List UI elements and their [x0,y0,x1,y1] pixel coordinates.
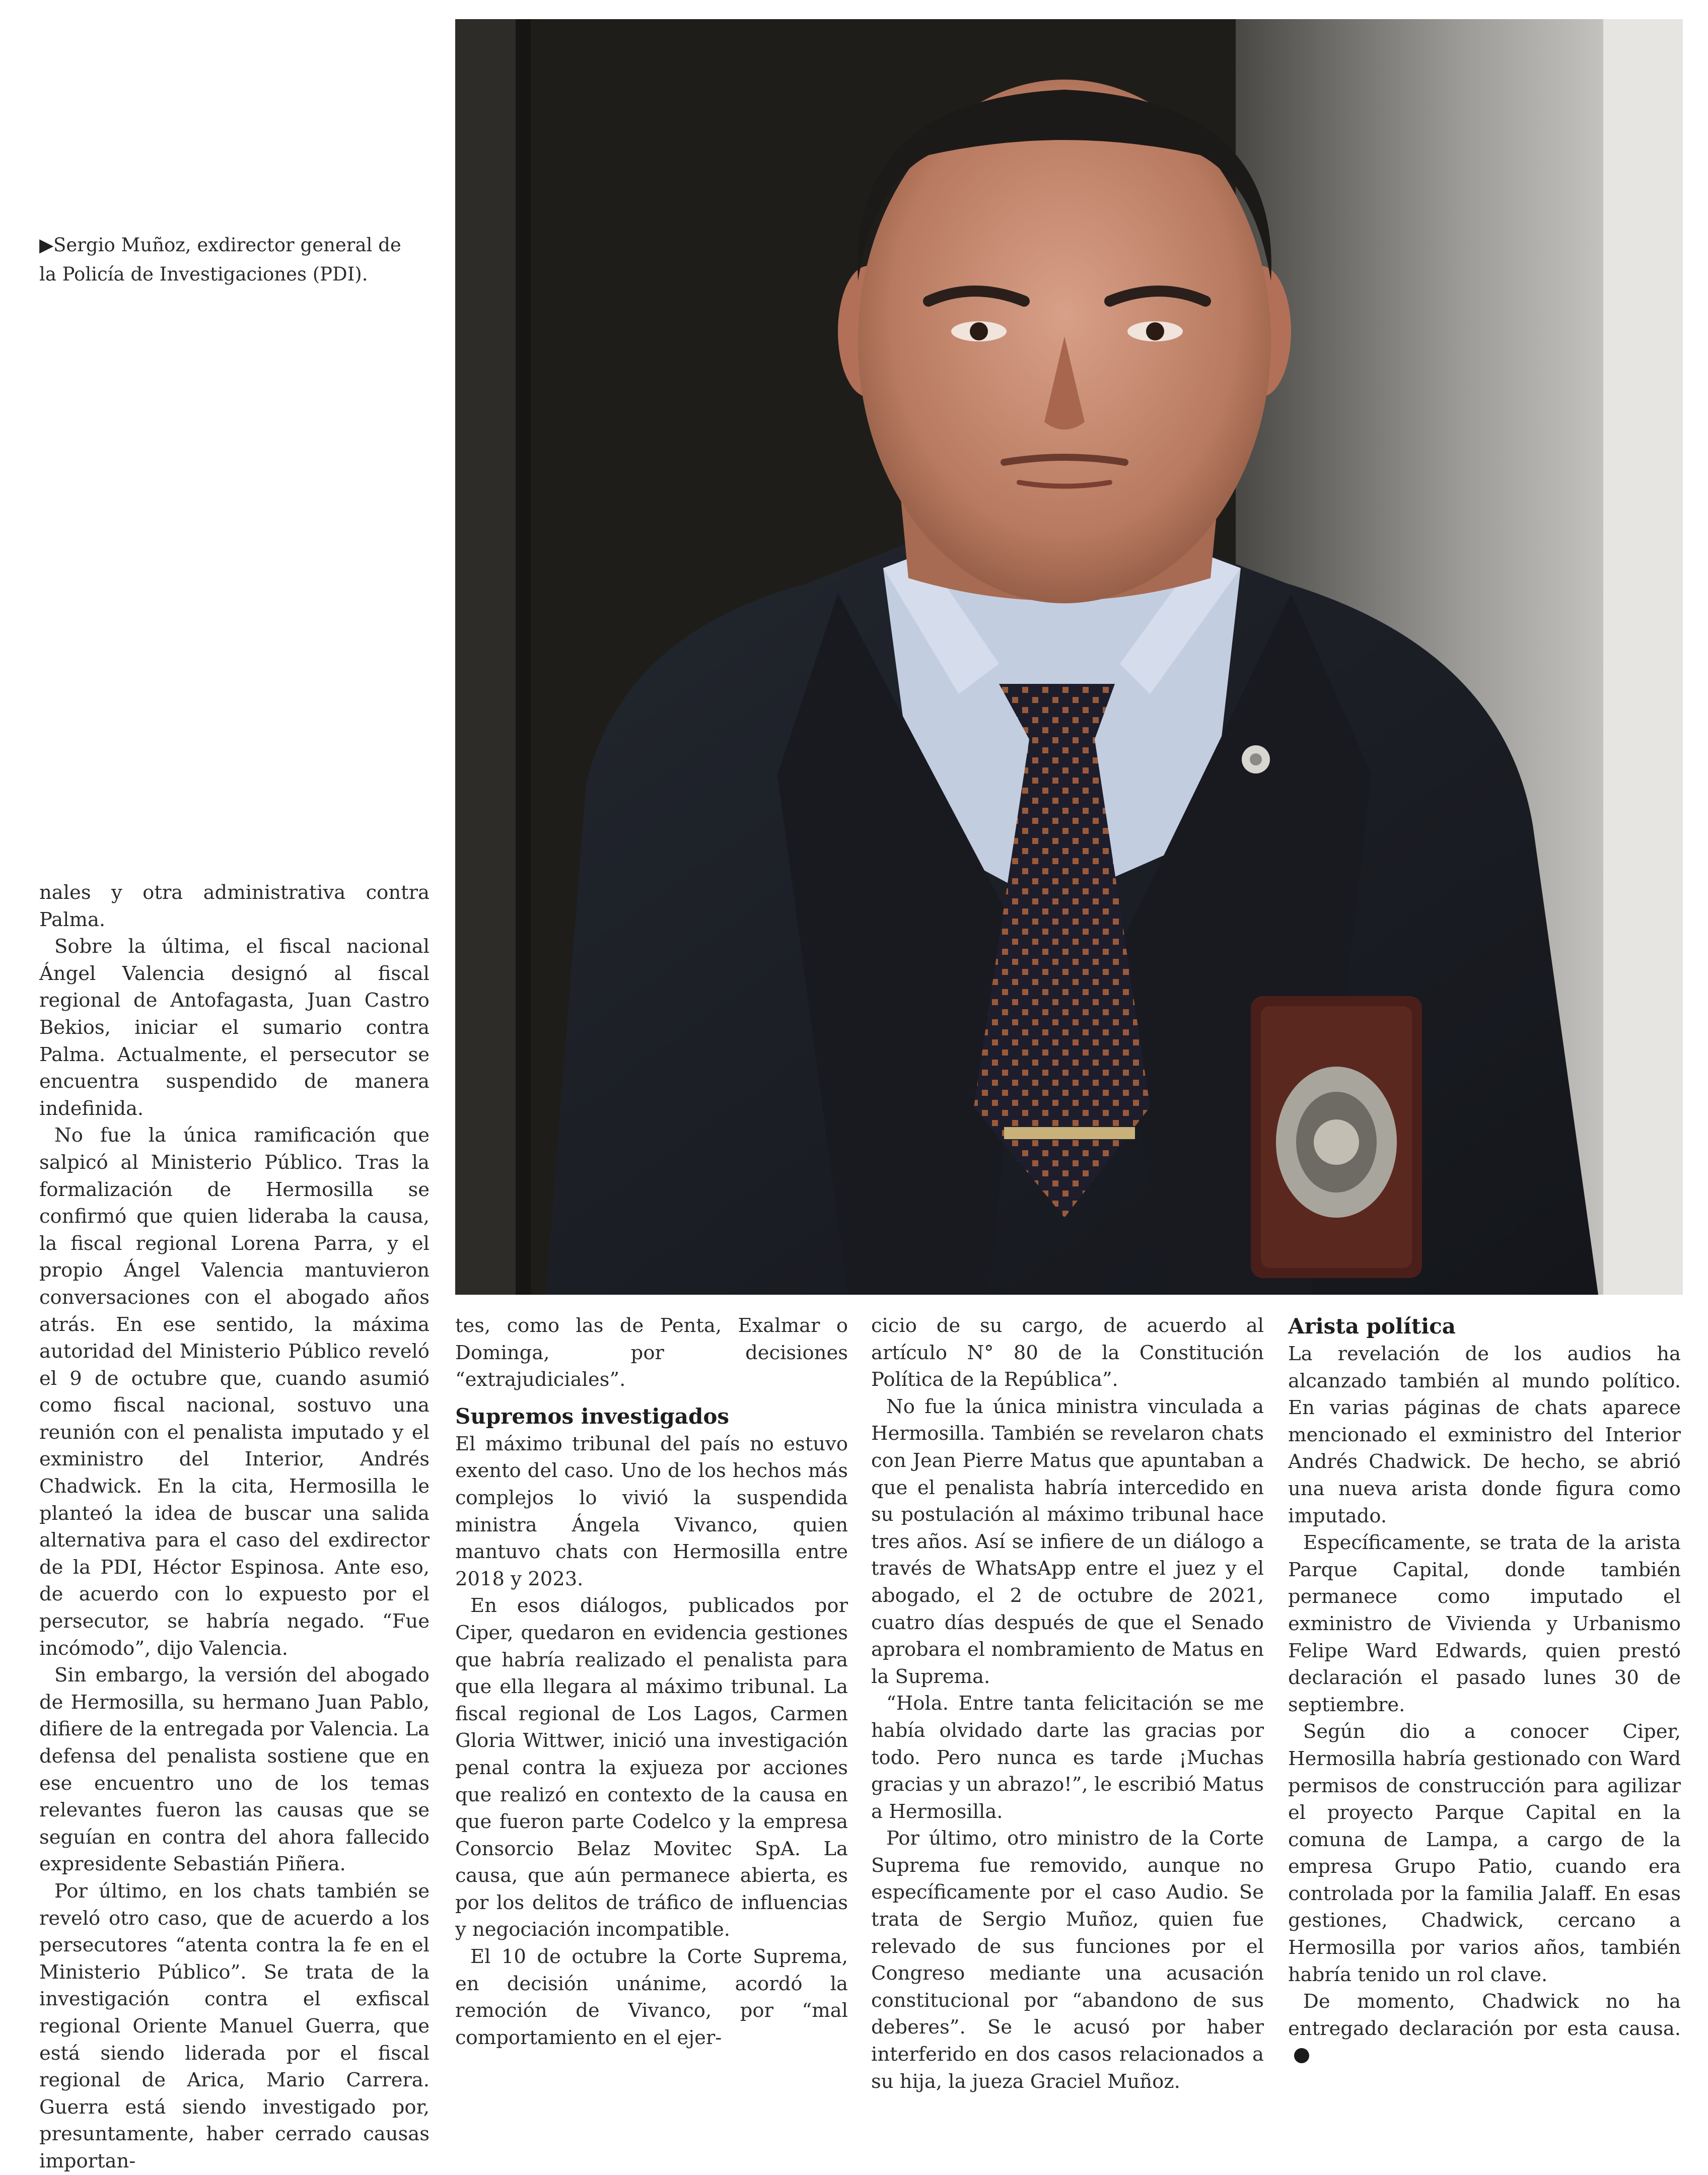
paragraph: No fue la única ramificación que salpicó al Ministerio Público. Tras la formalización de Hermosilla se confirmó que quien lideraba la causa, la fiscal regional Lorena Parra, y el propio Ángel Valencia mantuvieron conversaciones con el abogado años atrás. En ese sentido, la máxima autoridad del Ministerio Público reveló el 9 de octubre que, cuando asumió como fiscal nacional, sostuvo una reunión con el penalista imputado y el exministro del Interior, Andrés Chadwick. En la cita, Hermosilla le planteó la idea de buscar una salida alternativa para el caso del exdirector de la PDI, Héctor Espinosa. Ante eso, de acuerdo con lo expuesto por el persecutor, se habría negado. “Fue incómodo”, dijo Valencia. [39,1124,430,1660]
news-photo [455,19,1683,1295]
paragraph: tes, como las de Penta, Exalmar o Dominga, por decisiones “extrajudiciales”. [455,1314,848,1391]
paragraph: Según dio a conocer Ciper, Hermosilla habría gestionado con Ward permisos de construcción para agilizar el proyecto Parque Capital en la comuna de Lampa, a cargo de la empresa Grupo Patio, cuando era controlada por la familia Jalaff. En esas gestiones, Chadwick, cercano a Hermosilla por varios años, también habría tenido un rol clave. [1288,1720,1681,1986]
end-mark-icon [1294,2048,1309,2063]
article-column-4 [1288,1312,1681,2069]
paragraph: Por último, en los chats también se reveló otro caso, que de acuerdo a los persecutores “atenta contra la fe en el Ministerio Público”. Se trata de la investigación contra el exfiscal regional Oriente Manuel Guerra, que está siendo liderada por el fiscal regional de Arica, Mario Carrera. Guerra está siendo investigado por, presuntamente, haber cerrado causas importan- [39,1879,430,2172]
paragraph: La revelación de los audios ha alcanzado también al mundo político. En varias páginas de chats aparece mencionado el exministro del Interior Andrés Chadwick. De hecho, se abrió una nueva arista donde figura como imputado. [1288,1343,1681,1527]
paragraph: Por último, otro ministro de la Corte Suprema fue removido, aunque no específicamente por el caso Audio. Se trata de Sergio Muñoz, quien fue relevado de sus funciones por el Congreso mediante una acusación constitucional por “abandono de sus deberes”. Se le acusó por haber interferido en dos casos relacionados a su hija, la jueza Graciel Muñoz. [871,1827,1264,2093]
paragraph: El máximo tribunal del país no estuvo exento del caso. Uno de los hechos más complejos lo vivió la suspendida ministra Ángela Vivanco, quien mantuvo chats con Hermosilla entre 2018 y 2023. [455,1432,848,1590]
photo-caption [39,231,422,289]
paragraph: nales y otra administrativa contra Palma. [39,881,430,931]
paragraph: En esos diálogos, publicados por Ciper, quedaron en evidencia gestiones que habría realizado el penalista para que ella llegara al máximo tribunal. La fiscal regional de Los Lagos, Carmen Gloria Wittwer, inició una investigación penal contra la exjueza por acciones que realizó en contexto de la causa en que fueron parte Codelco y la empresa Consorcio Belaz Movitec SpA. La causa, que aún permanece abierta, es por los delitos de tráfico de influencias y negociación incompatible. [455,1594,848,1941]
article-column-2 [455,1312,848,2051]
paragraph: Sobre la última, el fiscal nacional Ángel Valencia designó al fiscal regional de Antofagasta, Juan Castro Bekios, iniciar el sumario contra Palma. Actualmente, el persecutor se encuentra suspendido de manera indefinida. [39,935,430,1120]
subheading-supremos-investigados: Supremos investigados [455,1404,730,1429]
paragraph: Específicamente, se trata de la arista Parque Capital, donde también permanece como imputado el exministro de Vivienda y Urbanismo Felipe Ward Edwards, quien prestó declaración el pasado lunes 30 de septiembre. [1288,1531,1681,1716]
caption-arrow-icon: ▶ [39,234,54,256]
paragraph: No fue la única ministra vinculada a Hermosilla. También se revelaron chats con Jean Pierre Matus que apuntaban a que el penalista habría intercedido en su postulación al máximo tribunal hace tres años. Así se infiere de un diálogo a través de WhatsApp entre el juez y el abogado, el 2 de octubre de 2021, cuatro días después de que el Senado aprobara el nombramiento de Matus en la Suprema. [871,1395,1264,1688]
paragraph: Sin embargo, la versión del abogado de Hermosilla, su hermano Juan Pablo, difiere de la entregada por Valencia. La defensa del penalista sostiene que en ese encuentro uno de los temas relevantes fueron las causas que se seguían en contra del ahora fallecido expresidente Sebastián Piñera. [39,1664,430,1876]
subheading-arista-politica: Arista política [1288,1314,1456,1339]
paragraph: “Hola. Entre tanta felicitación se me había olvidado darte las gracias por todo. Pero nunca es tarde ¡Muchas gracias y un abrazo!”, le escribió Matus a Hermosilla. [871,1692,1264,1823]
article-column-3 [871,1312,1264,2095]
article-column-1 [39,879,430,2175]
paragraph-final [1288,1988,1681,2069]
photo-caption-text: Sergio Muñoz, exdirector general de la Policía de Investigaciones (PDI). [39,234,401,285]
paragraph: El 10 de octubre la Corte Suprema, en decisión unánime, acordó la remoción de Vivanco, por “mal comportamiento en el ejer- [455,1945,848,2049]
final-paragraph-text: De momento, Chadwick no ha entregado declaración por esta causa. [1288,1990,1681,2040]
paragraph: cicio de su cargo, de acuerdo al artículo N° 80 de la Constitución Política de la República”. [871,1314,1264,1391]
